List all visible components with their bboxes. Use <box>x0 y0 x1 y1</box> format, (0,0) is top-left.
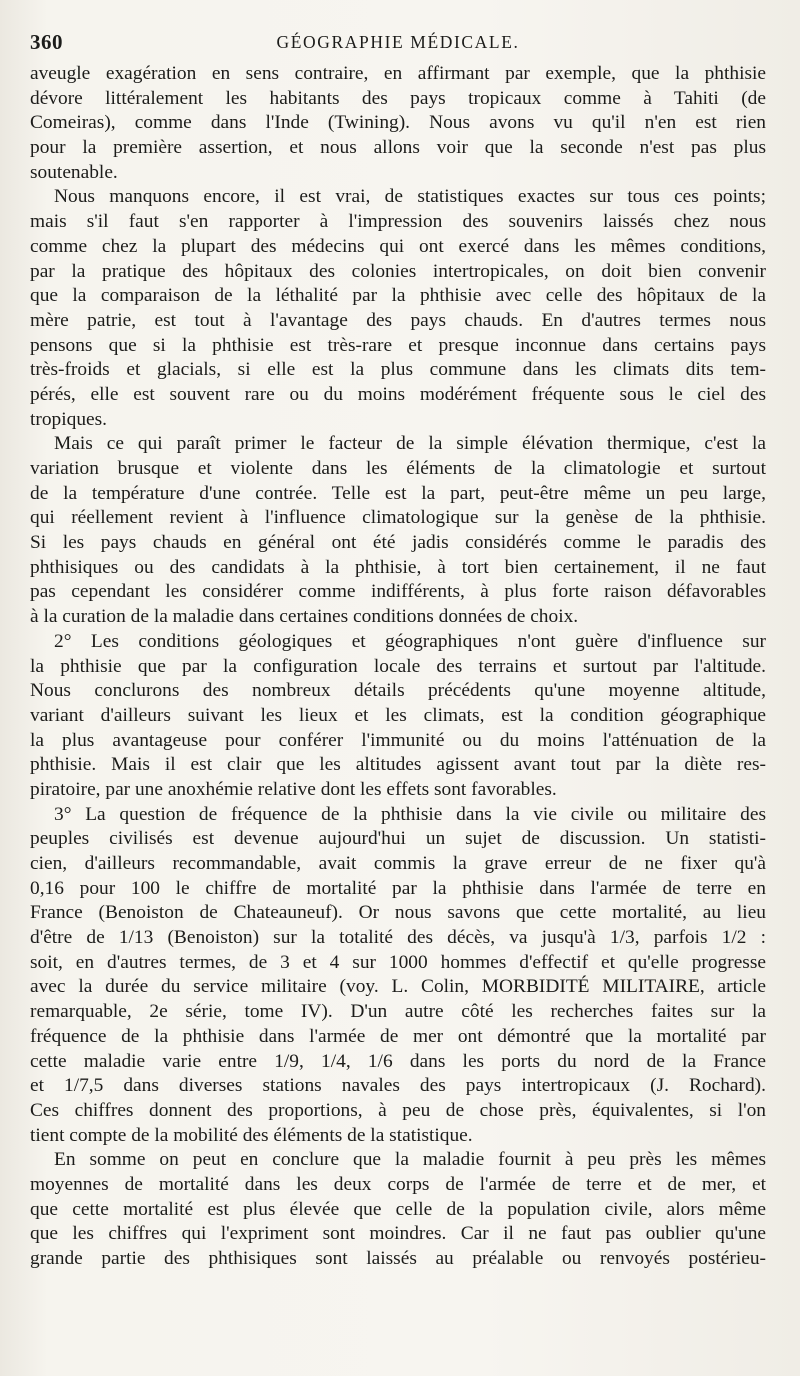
text-line: d'être de 1/13 (Benoiston) sur la totalité des décès, va jusqu'à 1/3, parfois 1/2 : <box>30 927 766 949</box>
text-line: de la température d'une contrée. Telle est la part, peut-être même un peu large, <box>30 482 766 504</box>
text-line: phthisiques ou des candidats à la phthisie, à tort bien certainement, il ne faut <box>30 556 766 578</box>
text-line: que cette mortalité est plus élevée que celle de la population civile, alors même <box>30 1198 766 1220</box>
text-line: 2° Les conditions géologiques et géographiques n'ont guère d'influence sur <box>54 630 766 652</box>
body-text <box>30 62 766 1354</box>
text-line: avec la durée du service militaire (voy. L. Colin, MORBIDITÉ MILITAIRE, article <box>30 976 766 998</box>
text-line: comme chez la plupart des médecins qui ont exercé dans les mêmes conditions, <box>30 235 766 257</box>
text-line: tient compte de la mobilité des éléments de la statistique. <box>30 1124 473 1146</box>
text-line: pérés, elle est souvent rare ou du moins modérément fréquente sous le ciel des <box>30 383 766 405</box>
text-line: Ces chiffres donnent des proportions, à peu de chose près, équivalentes, si l'on <box>30 1099 766 1121</box>
text-line: soit, en d'autres termes, de 3 et 4 sur 1000 hommes d'effectif et qu'elle progresse <box>30 951 766 973</box>
text-line: France (Benoiston de Chateauneuf). Or nous savons que cette mortalité, au lieu <box>30 902 766 924</box>
text-line: phthisie. Mais il est clair que les altitudes agissent avant tout par la diète res- <box>30 754 766 776</box>
text-line: la phthisie que par la configuration locale des terrains et surtout par l'altitude. <box>30 655 766 677</box>
text-line: que les chiffres qui l'expriment sont moindres. Car il ne faut pas oublier qu'une <box>30 1223 766 1245</box>
text-line: la plus avantageuse pour conférer l'immunité ou du moins l'atténuation de la <box>30 729 766 751</box>
text-line: mère patrie, est tout à l'avantage des pays chauds. En d'autres termes nous <box>30 309 766 331</box>
page-number: 360 <box>30 30 63 54</box>
text-line: Nous conclurons des nombreux détails précédents qu'une moyenne altitude, <box>30 680 766 702</box>
text-line: Comeiras), comme dans l'Inde (Twining). Nous avons vu qu'il n'en est rien <box>30 112 766 134</box>
text-line: pas cependant les considérer comme indifférents, à plus forte raison défavorables <box>30 581 766 603</box>
text-line: très-froids et glacials, si elle est la plus commune dans les climats dits tem- <box>30 359 766 381</box>
text-line: à la curation de la maladie dans certaines conditions données de choix. <box>30 606 579 628</box>
text-line: 3° La question de fréquence de la phthisie dans la vie civile ou militaire des <box>54 803 766 825</box>
text-line: que la comparaison de la léthalité par la phthisie avec celle des hôpitaux de la <box>30 285 766 307</box>
text-line: pensons que si la phthisie est très-rare et presque inconnue dans certains pays <box>30 334 766 356</box>
text-line: grande partie des phthisiques sont laissés au préalable ou renvoyés postérieu- <box>30 1248 766 1269</box>
text-line: aveugle exagération en sens contraire, en affirmant par exemple, que la phthisie <box>30 63 766 84</box>
text-line: dévore littéralement les habitants des pays tropicaux comme à Tahiti (de <box>30 87 766 109</box>
page-header <box>30 30 766 62</box>
text-line: Mais ce qui paraît primer le facteur de la simple élévation thermique, c'est la <box>54 433 766 455</box>
text-line: soutenable. <box>30 161 118 183</box>
text-line: moyennes de mortalité dans les deux corps de l'armée de terre et de mer, et <box>30 1173 766 1195</box>
text-line: 0,16 pour 100 le chiffre de mortalité par la phthisie dans l'armée de terre en <box>30 877 766 899</box>
text-line: tropiques. <box>30 408 108 430</box>
text-line: qui réellement revient à l'influence climatologique sur la genèse de la phthisie. <box>30 507 766 529</box>
text-line: piratoire, par une anoxhémie relative dont les effets sont favorables. <box>30 778 557 800</box>
text-line: peuples civilisés est devenue aujourd'hui un sujet de discussion. Un statisti- <box>30 828 766 850</box>
text-line: cien, d'ailleurs recommandable, avait commis la grave erreur de ne fixer qu'à <box>30 853 766 874</box>
text-line: et 1/7,5 dans diverses stations navales des pays intertropicaux (J. Rochard). <box>30 1075 766 1097</box>
text-line: En somme on peut en conclure que la maladie fournit à peu près les mêmes <box>54 1149 766 1171</box>
text-line: fréquence de la phthisie dans l'armée de mer ont démontré que la mortalité par <box>30 1025 766 1047</box>
text-line: remarquable, 2e série, tome IV). D'un autre côté les recherches faites sur la <box>30 1001 766 1023</box>
running-title: GÉOGRAPHIE MÉDICALE. <box>276 32 520 52</box>
text-line: par la pratique des hôpitaux des colonies intertropicales, on doit bien convenir <box>30 260 766 282</box>
text-line: variant d'ailleurs suivant les lieux et les climats, est la condition géographique <box>30 704 766 726</box>
text-line: Nous manquons encore, il est vrai, de statistiques exactes sur tous ces points; <box>54 186 766 208</box>
text-line: cette maladie varie entre 1/9, 1/4, 1/6 dans les ports du nord de la France <box>30 1050 766 1072</box>
text-line: mais s'il faut s'en rapporter à l'impression des souvenirs laissés chez nous <box>30 211 766 233</box>
text-line: variation brusque et violente dans les éléments de la climatologie et surtout <box>30 458 766 479</box>
text-line: Si les pays chauds en général ont été jadis considérés comme le paradis des <box>30 532 766 554</box>
text-line: pour la première assertion, et nous allons voir que la seconde n'est pas plus <box>30 137 766 159</box>
